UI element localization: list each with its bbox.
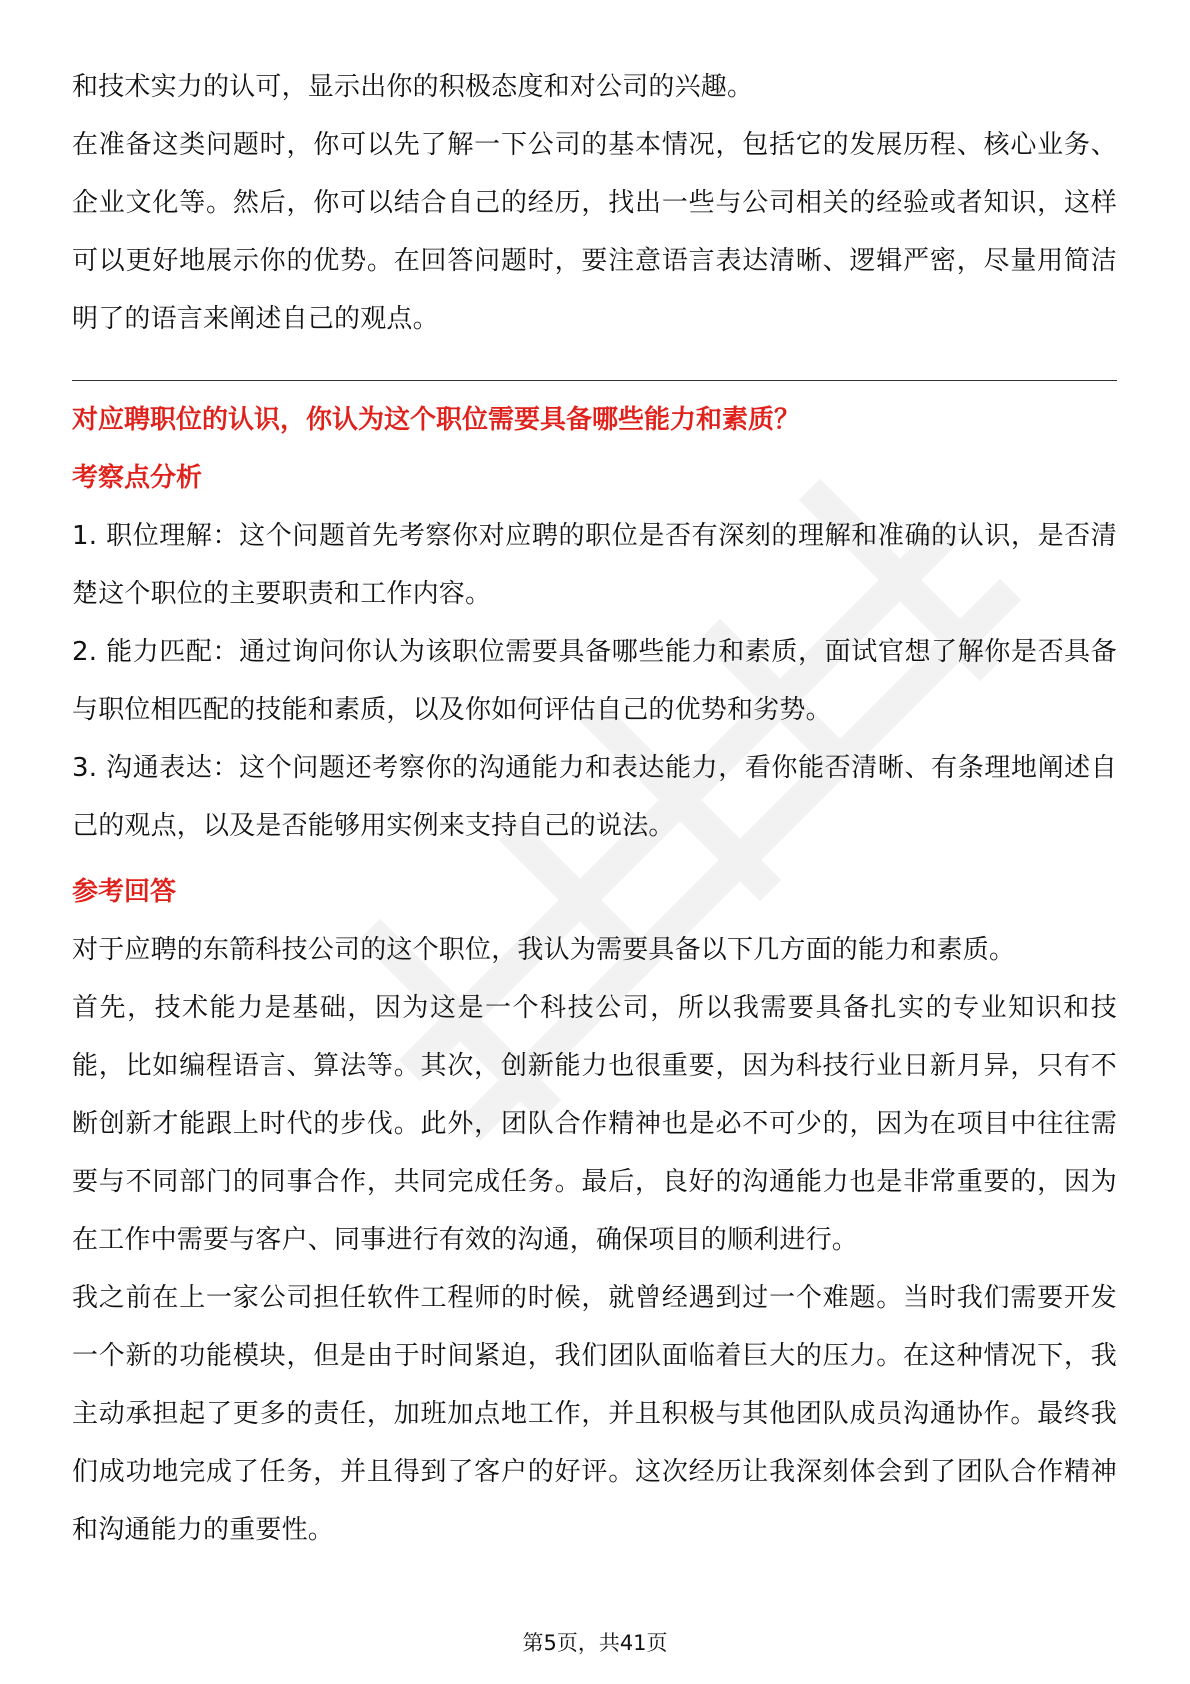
- continuation-paragraph: 和技术实力的认可，显示出你的积极态度和对公司的兴趣。: [72, 72, 754, 102]
- answer-paragraph: 首先，技术能力是基础，因为这是一个科技公司，所以我需要具备扎实的专业知识和技能，比如编程语言、算法等。其次，创新能力也很重要，因为科技行业日新月异，只有不断创新才能跟上时代的步伐。此外，团队合作精神也是必不可少的，因为在项目中往往需要与不同部门的同事合作，共同完成任务。最后，良好的沟通能力也是非常重要的，因为在工作中需要与客户、同事进行有效的沟通，确保项目的顺利进行。: [72, 993, 1117, 1255]
- analysis-point: 2. 能力匹配：通过询问你认为该职位需要具备哪些能力和素质，面试官想了解你是否具备与职位相匹配的技能和素质，以及你如何评估自己的优势和劣势。: [72, 637, 1117, 725]
- analysis-title: 考察点分析: [72, 463, 203, 493]
- continuation-paragraph: 在准备这类问题时，你可以先了解一下公司的基本情况，包括它的发展历程、核心业务、企业文化等。然后，你可以结合自己的经历，找出一些与公司相关的经验或者知识，这样可以更好地展示你的优势。在回答问题时，要注意语言表达清晰、逻辑严密，尽量用简洁明了的语言来阐述自己的观点。: [72, 130, 1117, 334]
- page-content: [72, 58, 1117, 1559]
- section-divider: [72, 380, 1117, 381]
- answer-paragraph: 我之前在上一家公司担任软件工程师的时候，就曾经遇到过一个难题。当时我们需要开发一个新的功能模块，但是由于时间紧迫，我们团队面临着巨大的压力。在这种情况下，我主动承担起了更多的责任，加班加点地工作，并且积极与其他团队成员沟通协作。最终我们成功地完成了任务，并且得到了客户的好评。这次经历让我深刻体会到了团队合作精神和沟通能力的重要性。: [72, 1283, 1117, 1545]
- answer-paragraph: 对于应聘的东箭科技公司的这个职位，我认为需要具备以下几方面的能力和素质。: [72, 935, 1016, 965]
- page-number-footer: 第5页，共41页: [522, 1631, 668, 1655]
- analysis-point: 3. 沟通表达：这个问题还考察你的沟通能力和表达能力，看你能否清晰、有条理地阐述自己的观点，以及是否能够用实例来支持自己的说法。: [72, 753, 1117, 841]
- question-heading: 对应聘职位的认识，你认为这个职位需要具备哪些能力和素质？: [72, 405, 801, 435]
- reference-answer-title: 参考回答: [72, 877, 177, 907]
- analysis-point: 1. 职位理解：这个问题首先考察你对应聘的职位是否有深刻的理解和准确的认识，是否清楚这个职位的主要职责和工作内容。: [72, 521, 1117, 609]
